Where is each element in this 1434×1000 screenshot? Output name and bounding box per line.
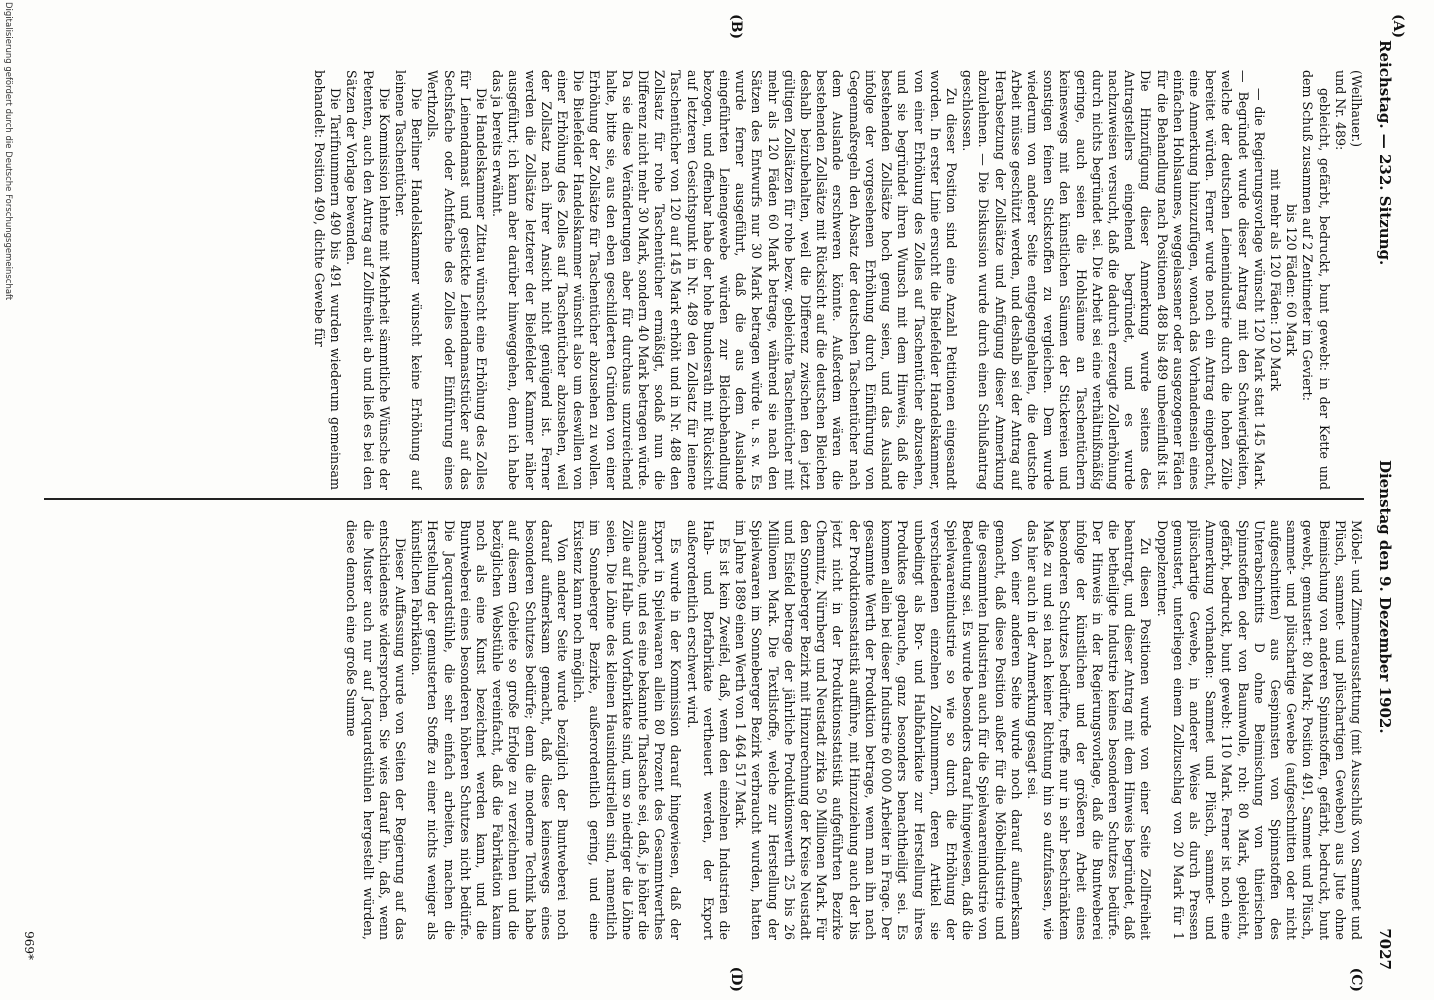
signature-mark: 969* xyxy=(22,931,36,960)
running-header xyxy=(1374,40,1396,970)
page-number: 7027 xyxy=(1376,928,1394,970)
text-column-right xyxy=(44,520,1364,940)
margin-mark-a: (A) xyxy=(1390,14,1406,39)
paragraph: Die Tarifnummern 490 bis 491 wurden wiederum gemeinsam behandelt: Position 490, dichte Gewebe für xyxy=(312,70,344,490)
margin-mark-b: (B) xyxy=(728,14,744,40)
text-column-left xyxy=(44,70,1364,490)
paragraph: Es wurde in der Kommission darauf hingewiesen, daß der Export in Spielwaaren allein 80 Prozent des Gesammtwerthes ausmache, und es eine bekannte Thatsache sei, daß, je höher die Zölle auf Halb- und Vorfabrikate sind, um so niedriger die Löhne seien. Die Löhne des kleinen Hausindustriellen sind, namentlich im Sonneberger Bezirke, außerordentlich gering, und eine Existenz kann noch möglich. xyxy=(571,520,684,940)
paragraph: — die Regierungsvorlage wünscht 120 Mark statt 145 Mark. — Begründet wurde dieser Antrag mit den Schwierigkeiten, welche der deutschen Leinenindustrie durch die hohen Zölle bereitet würden. Ferner wurde noch ein Antrag eingebracht, eine Anmerkung hinzuzufügen, wonach das Vorhandensein eines einfachen Hohlsaumes, weggelassener oder ausgezogener Fäden für die Behandlung nach Positionen 488 bis 489 unbeeinflußt ist. Die Hinzufügung dieser Anmerkung wurde seitens des Antragstellers eingehend begründet, und es wurde nachzuweisen versucht, daß die dadurch erzeugte Zollerhöhung durch nichts begründet sei. Die Arbeit sei eine verhältnißmäßig geringe, auch seien die Hohlsäume an Taschentüchern keineswegs mit den künstlichen Säumen der Stickereien und sonstigen feinen Stickstoffen zu vergleichen. Dem wurde wiederum von anderer Seite entgegengehalten, die deutsche Arbeit müsse geschützt werden, und deshalb sei der Antrag auf Herabsetzung der Zollsätze und Anfügung dieser Anmerkung abzulehnen. — Die Diskussion wurde durch einen Schlußantrag geschlossen. xyxy=(960,70,1267,490)
paragraph: Zu dieser Position sind eine Anzahl Petitionen eingesandt worden. In erster Linie ersucht die Bielefelder Handelskammer, von einer Erhöhung des Zolles auf Taschentücher abzusehen, und sie begründet ihren Wunsch mit dem Hinweis, daß die bestehenden Zollsätze hoch genug seien, und das Ausland infolge der vorgesehenen Erhöhung durch Einführung von Gegenmaßregeln den Absatz der deutschen Taschentücher nach dem Auslande erschweren könnte. Außerdem wären die bestehenden Zollsätze mit Rücksicht auf die deutschen Bleichen deshalb beizubehalten, weil die Differenz zwischen den jetzt gültigen Zollsätzen für rohe bezw. gebleichte Taschentücher mit mehr als 120 Fäden 60 Mark betrage, während sie nach den Sätzen des Entwurfs nur 30 Mark betragen würde u. s. w. Es wurde ferner ausgeführt, daß die aus dem Auslande eingeführten Leinengewebe würden zur Bleichbehandlung bezogen, und offenbar habe der hohe Bundesrath mit Rücksicht auf letzteren Gesichtspunkt in Nr. 489 den Zollsatz für leinene Taschentücher von 120 auf 145 Mark erhöht und in Nr. 488 den Zollsatz für rohe Taschentücher ermäßigt, sodaß nun die Differenz nicht mehr 30 Mark, sondern 40 Mark betragen würde. Da sie diese Veränderungen aber für durchaus unzureichend halte, bitte sie, aus den eben geschilderten Gründen von einer Erhöhung der Zollsätze für Taschentücher abzusehen zu wollen. Die Bielefelder Handelskammer wünscht also um deswillen von einer Erhöhung des Zolles auf Taschentücher abzusehen, weil der Zollsatz nach ihrer Ansicht nicht genügend ist. Ferner werden die Zollsätze letzterer der Bielefelder Kammer näher ausgeführt; ich kann aber darüber hinweggehen, denn ich habe das ja bereits erwähnt. xyxy=(490,70,959,490)
column-divider xyxy=(44,498,1364,500)
margin-mark-d: (D) xyxy=(728,966,744,992)
paragraph: Es ist kein Zweifel, daß, wenn den einzelnen Industrien die Halb- und Borfabrikate vertheuert werden, der Export außerordentlich erschwert wird. xyxy=(684,520,733,940)
paragraph: Zu diesen Positionen wurde von einer Seite Zollfreiheit beantragt, und dieser Antrag mit dem Hinweis begründet, daß die betheiligte Industrie keines besonderen Schutzes bedürfe. Der Hinweis in der Regierungsvorlage, daß die Buntweberei infolge der künstlichen und der größeren Arbeit eines besonderen Schutzes bedürfte, treffe nur in sehr beschränktem Maße zu und sei nach keiner Richtung hin so aufzufassen, wie das hier auch in der Anmerkung gesagt sei. xyxy=(1024,520,1154,940)
speaker-tag: (Weilhauer.) xyxy=(1349,70,1364,148)
paragraph: und Nr. 489: xyxy=(1332,70,1348,151)
paragraph: Die Berliner Handelskammer wünscht keine Erhöhung auf leinene Taschentücher. xyxy=(393,70,425,490)
paragraph: Die Kommission lehnte mit Mehrheit sämmtliche Wünsche der Petenten, auch den Antrag auf Zollfreiheit ab und ließ es bei den Sätzen der Vorlage bewenden. xyxy=(344,70,392,490)
paragraph: Die Handelskammer Zittau wünscht eine Erhöhung des Zolles für Leinendamast und gestickte Leinendamaststücker auf das Sechsfache oder Achtfache des Zolles oder Einführung eines Werthzolls. xyxy=(425,70,490,490)
tariff-line: mit mehr als 120 Fäden: 120 Mark xyxy=(1267,169,1283,391)
paragraph: Von anderer Seite wurde bezüglich der Buntweberei noch darauf aufmerksam gemacht, daß diese keineswegs eines besonderen Schutzes bedürfe; denn die moderne Technik habe auf diesem Gebiete so große Erfolge zu verzeichnen und die bezüglichen Webstühle vereinfacht, daß die Fabrikation kaum noch als eine Kunst bezeichnet werden kann, und die Buntweberei eines besonderen höheren Schutzes nicht bedürfe. Die Jacquardstühle, die sehr einfach arbeiten, machen die Herstellung der gemusterten Stoffe zu einer nichts weniger als künstlichen Fabrikation. xyxy=(409,520,571,940)
paragraph: Möbel- und Zimmerausstattung (mit Ausschluß von Sammet und Plüsch, sammet- und plüschartigen Geweben) aus Jute ohne Beimischung von anderen Spinnstoffen, gefärbt, bedruckt, bunt gewebt, gemustert: 80 Mark; Position 491, Sammet und Plüsch, sammet- und plüschartige Gewebe (aufgeschnitten oder nicht aufgeschnitten) aus Gespinnsten von Spinnstoffen des Unterabschnitts D ohne Beimischung von thierischen Spinnstoffen oder von Baumwolle, roh: 80 Mark, gebleicht, gefärbt, bedruckt, bunt gewebt: 110 Mark. Ferner ist noch eine Anmerkung vorhanden: Sammet und Plüsch, sammet- und plüschartige Gewebe, in anderer Weise als durch Pressen gemustert, unterliegen einem Zollzuschlag von 20 Mark für 1 Doppelzentner. xyxy=(1154,520,1364,940)
header-left: Reichstag. — 232. Sitzung. xyxy=(1376,40,1394,266)
tariff-line: bis 120 Fäden: 60 Mark xyxy=(1284,204,1300,356)
margin-mark-c: (C) xyxy=(1348,967,1364,992)
credit-strip xyxy=(2,2,14,998)
paragraph: gebleicht, gefärbt, bedruckt, bunt gewebt: in der Kette und dem Schuß zusammen auf 2 Zentimeter im Geviert: xyxy=(1300,70,1332,490)
digitization-credit: Digitalisierung gefördert durch die Deutsche Forschungsgemeinschaft xyxy=(3,2,13,301)
paragraph: Dieser Auffassung wurde von Seiten der Regierung auf das entschiedenste widersprochen. Sie wies darauf hin, daß, wenn die Muster auch nur auf Jacquardstühlen hergestellt würden, diese dennoch eine große Summe xyxy=(344,520,409,940)
paragraph: Von einer anderen Seite wurde noch darauf aufmerksam gemacht, daß diese Position außer für die Möbelindustrie und die gesammten Industrien auch für die Spielwaarenindustrie von Bedeutung sei. Es wurde besonders darauf hingewiesen, daß die Spielwaarenindustrie so wie so durch die Erhöhung der verschiedenen einzelnen Zollnummern, deren Artikel sie unbedingt als Bor- und Halbfabrikate zur Herstellung ihres Produktes gebrauche, ganz besonders benachtheiligt sei. Es kommen allein bei dieser Industrie 60 000 Arbeiter in Frage. Der gesammte Werth der Produktion betrage, wenn man ihn nach der Produktionsstatistik aufführe, mit Hinzuziehung auch der bis jetzt nicht in der Produktionsstatistik aufgeführten Bezirke Chemnitz, Nürnberg und Neustadt zirka 50 Millionen Mark. Für den Sonneberger Bezirk mit Hinzurechnung der Kreise Neustadt und Eisfeld betrage der jährliche Produktionswerth 25 bis 26 Millionen Mark. Die Textilstoffe, welche zur Herstellung der Spielwaaren im Sonneberger Bezirk verbraucht wurden, hatten im Jahre 1889 einen Werth von 1 464 517 Mark. xyxy=(733,520,1024,940)
header-date: Dienstag den 9. Dezember 1902. xyxy=(1376,459,1394,734)
